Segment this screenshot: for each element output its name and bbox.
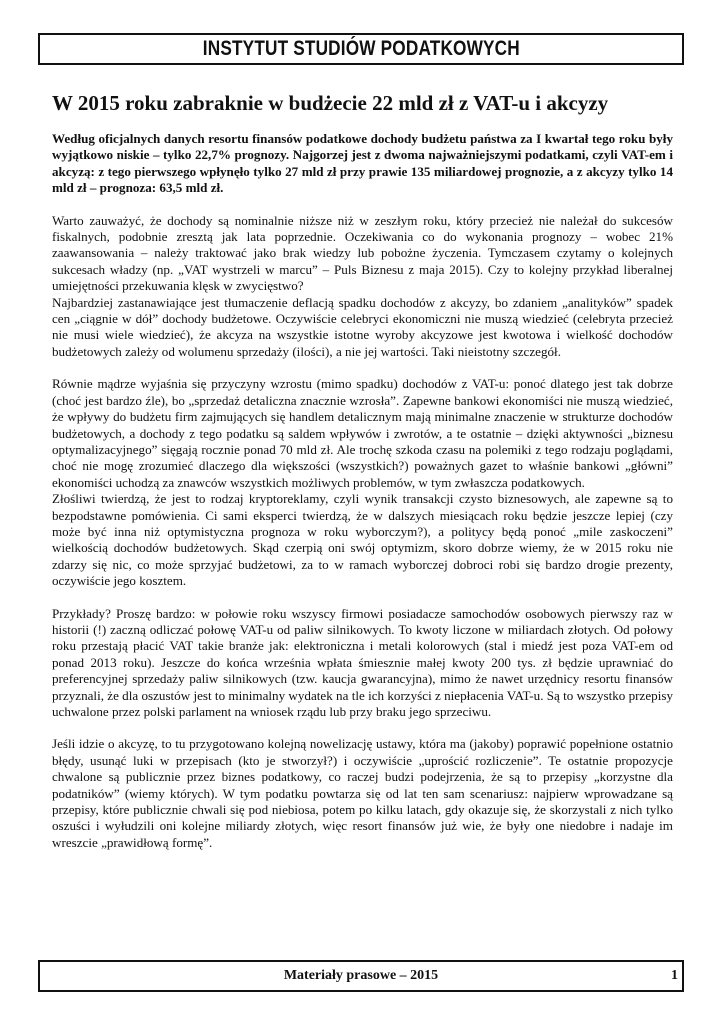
article-title: W 2015 roku zabraknie w budżecie 22 mld zł z VAT-u i akcyzy [52,91,609,115]
body-paragraph-1: Warto zauważyć, że dochody są nominalnie niższe niż w zeszłym roku, który przecież nie należał do sukcesów fiskalnych, podobnie zresztą jak lata poprzednie. Oczekiwania co do wykonania prognozy – wobec 21% zaawansowania – należy traktować jako brak wiedzy lub pobożne życzenia. Tymczasem czytamy o kolejnych sukcesach władzy (np. „VAT wystrzeli w marcu” – Puls Biznesu z maja 2015). Czy to kolejny przykład liberalnej umiejętności przekuwania klęsk w zwycięstwo? [52,212,673,294]
body-paragraph-5: Przykłady? Proszę bardzo: w połowie roku wszyscy firmowi posiadacze samochodów osobowych pierwszy raz w historii (!) zaczną odliczać połowę VAT-u od paliw silnikowych. To kwoty liczone w miliardach złotych. Od połowy roku przestają płacić VAT takie branże jak: elektroniczna i metali kolorowych (stal i miedź jest poza VAT-em od ponad 2013 roku). Jeszcze do końca września wpłata śmiesznie małej kwoty 200 tys. zł będzie uprawniać do preferencyjnej sprzedaży paliw silnikowych (tzw. kaucja gwarancyjna), mimo że nawet urzędnicy resortu finansów przyznali, że dla oszustów jest to minimalny wydatek na tle ich korzyści z niepłacenia VAT-u. Są to wszystko przepisy uchwalone przez polski parlament na wniosek rządu lub przy braku jego sprzeciwu. [52,605,673,719]
body-paragraph-4: Złośliwi twierdzą, że jest to rodzaj kryptoreklamy, czyli wynik transakcji czysto biznesowych, ale zapewne są to bezpodstawne pomówienia. Ci sami eksperci twierdzą, że w dalszych miesiącach roku będzie jeszcze lepiej (czy może być inna niż optymistyczna prognoza w roku wyborczym?), a politycy będą ponoć „mile zaskoczeni” wielkością dochodów budżetowych. Skąd czerpią oni swój optymizm, skoro dobrze wiemy, że w 2015 roku nie zdarzy się nic, co może sprzyjać budżetowi, za to w ramach wyborczej dobroci robi się bardzo drogie prezenty, oczywiście jego kosztem. [52,491,673,589]
footer-text: Materiały prasowe – 2015 [283,968,439,983]
footer-box [38,960,684,992]
lead-paragraph: Według oficjalnych danych resortu finansów podatkowe dochody budżetu państwa za I kwartał tego roku były wyjątkowo niskie – tylko 22,7% prognozy. Najgorzej jest z dwoma najważniejszymi podatkami, czyli VAT-em i akcyzą: z tego pierwszego wpłynęło tylko 27 mld zł przy prawie 135 miliardowej prognozie, a z akcyzy tylko 14 mld zł – prognoza: 63,5 mld zł. [52,131,673,196]
body-paragraph-6: Jeśli idzie o akcyzę, to tu przygotowano kolejną nowelizację ustawy, która ma (jakoby) poprawić popełnione ostatnio błędy, usunąć luki w przepisach (kto je stworzył?) i oczywiście „uprościć rozliczenie”. Te ostatnie propozycje chwalone są publicznie przez biznes podatkowy, co raczej budzi podejrzenia, że są to przepisy „korzystne dla podatników” (wiemy których). W tym podatku powtarza się od lat ten sam scenariusz: najpierw wprowadzane są przepisy, które publicznie chwali się pod niebiosa, potem po kilku latach, gdy okazuje się, że skorzystali z nich tylko oszuści i wyłudzili oni kolejne miliardy złotych, więc resort finansów już wie, że były one niedobre i nadaje im wreszcie „prawidłową formę”. [52,736,673,850]
institute-title: INSTYTUT STUDIÓW PODATKOWYCH [202,37,520,60]
body-paragraph-3: Równie mądrze wyjaśnia się przyczyny wzrostu (mimo spadku) dochodów z VAT-u: ponoć dlatego jest tak dobrze (choć jest bardzo źle), bo „sprzedaż detaliczna znacznie wzrosła”. Zapewne bankowi ekonomiści nie muszą wiedzieć, że wpływy do budżetu firm zajmujących się handlem detalicznym mają minimalne znaczenie w strukturze dochodów budżetowych, a dochody z tego podatku są saldem wpływów i zwrotów, a te ostatnie – dzięki aktywności „biznesu optymalizacyjnego” sięgają rocznie ponad 70 mld zł. Ale trochę szkoda czasu na polemiki z tego rodzaju poglądami, choć nie mogę zrozumieć dlaczego dla większości (wszystkich?) poważnych gazet to właśnie bankowi „główni” ekonomiści uchodzą za znawców wszystkich możliwych problemów, w tym zwłaszcza podatkowych. [52,376,673,490]
article-body [52,131,673,851]
header-box [38,33,684,65]
body-paragraph-2: Najbardziej zastanawiające jest tłumaczenie deflacją spadku dochodów z akcyzy, bo zdaniem „analityków” spadek cen „ciągnie w dół” dochody budżetowe. Oczywiście celebryci ekonomiczni nie muszą wiedzieć (celebryta przecież nie musi wiele wiedzieć), że akcyza na wszystkie istotne wyroby akcyzowe jest kwotowa i wielkość dochodów budżetowych zależy od wolumenu sprzedaży (ilości), a nie jej wartości. Taki nieistotny szczegół. [52,294,673,359]
page-number: 1 [671,968,678,983]
